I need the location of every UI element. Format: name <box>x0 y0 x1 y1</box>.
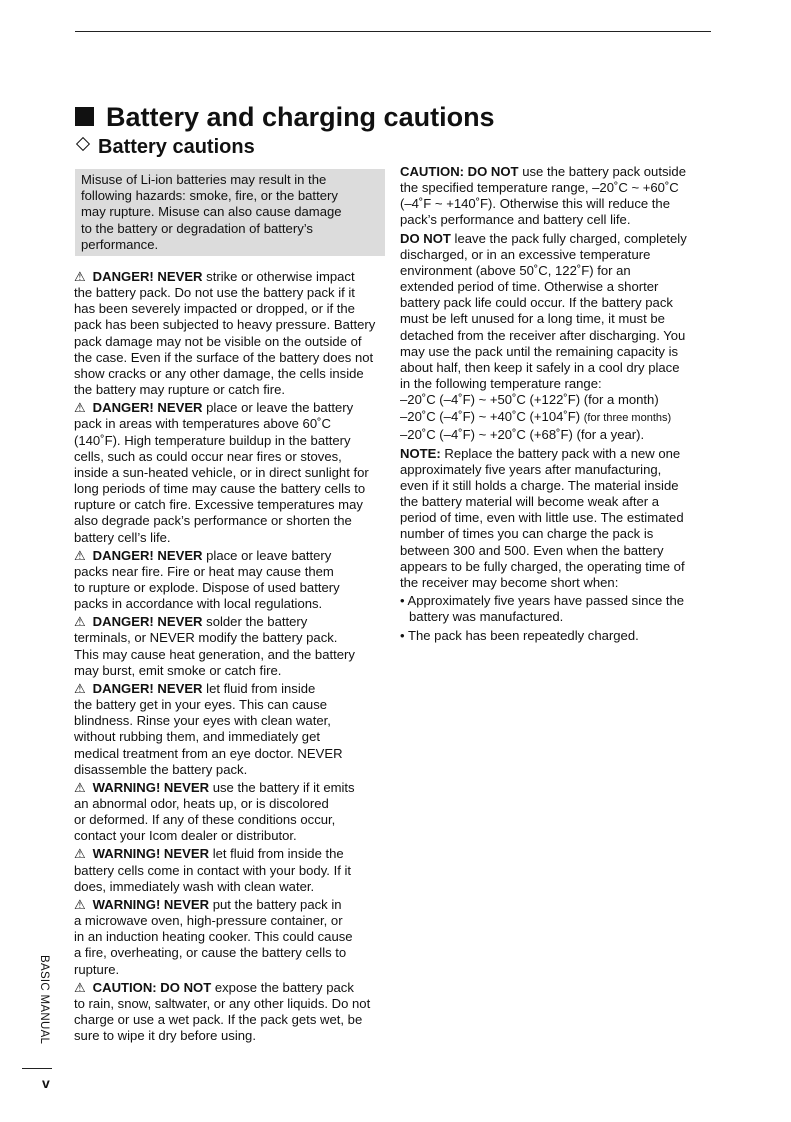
caution-lead: CAUTION: DO NOT <box>92 979 212 995</box>
header-rule <box>75 31 711 32</box>
caution-paragraph <box>74 269 386 398</box>
callout-line: performance. <box>81 236 159 252</box>
right-column <box>400 164 712 648</box>
range-text: –20˚C (–4˚F) ~ +20˚C (+68˚F) (for a year). <box>400 426 645 442</box>
paragraph-line: to rupture or explode. Dispose of used battery <box>74 579 340 595</box>
paragraph-line: may use the pack until the remaining capacity is <box>400 343 679 359</box>
paragraph-first-line <box>400 231 712 247</box>
paragraph-line: contact your Icom dealer or distributor. <box>74 828 297 844</box>
caution-lead: WARNING! NEVER <box>92 896 210 912</box>
callout-line: following hazards: smoke, fire, or the battery <box>81 188 338 204</box>
paragraph-first-line <box>74 269 386 285</box>
paragraph-line: must be left unused for a long time, it must be <box>400 311 665 327</box>
paragraph-line: pack’s performance and battery cell life. <box>400 212 631 228</box>
paragraph-line: an abnormal odor, heats up, or is discolored <box>74 796 329 811</box>
paragraph-first-line <box>74 780 386 796</box>
paragraph-first-line <box>74 614 386 630</box>
footer-rule <box>22 1068 52 1069</box>
paragraph-first-line <box>74 846 386 862</box>
caution-paragraph <box>74 980 386 1045</box>
caution-lead: WARNING! NEVER <box>92 846 210 862</box>
paragraph-first-line <box>74 980 386 996</box>
bullet-item <box>400 628 712 644</box>
paragraph-line: pack damage may not be visible on the outside of <box>74 333 362 349</box>
caution-lead: DANGER! NEVER <box>92 400 203 416</box>
paragraph-line: between 300 and 500. Even when the battery <box>400 542 664 558</box>
warning-triangle-icon: ⚠ <box>74 779 86 795</box>
caution-lead-rest: place or leave the battery <box>202 400 354 416</box>
paragraph-line: period of time, even with little use. The estimated <box>400 510 684 526</box>
paragraph-line: pack in areas with temperatures above 60˚C <box>74 416 331 432</box>
paragraph-first-line <box>74 897 386 913</box>
square-bullet-icon <box>75 107 94 126</box>
paragraph-line: in an induction heating cooker. This could cause <box>74 929 353 945</box>
caution-lead: DANGER! NEVER <box>92 269 203 284</box>
paragraph-line: number of times you can charge the pack is <box>400 526 654 542</box>
paragraph-first-line <box>74 400 386 416</box>
warning-triangle-icon: ⚠ <box>74 547 86 563</box>
temperature-range-line <box>400 409 712 426</box>
paragraph-line: does, immediately wash with clean water. <box>74 878 315 894</box>
caution-lead-rest: let fluid from inside the <box>209 846 344 862</box>
paragraph-line: show cracks or any other damage, the cells inside <box>74 365 364 381</box>
paragraph-line: (–4˚F ~ +140˚F). Otherwise this will reduce the <box>400 196 670 212</box>
caution-lead-rest: leave the pack fully charged, completely <box>450 230 687 246</box>
page-number: v <box>42 1075 50 1091</box>
warning-triangle-icon: ⚠ <box>74 680 86 696</box>
paragraph-line: inside a sun-heated vehicle, or in direct sunlight for <box>74 464 369 480</box>
paragraph-first-line <box>400 164 712 180</box>
caution-lead-rest: use the battery pack outside <box>518 164 686 179</box>
paragraph-line: packs near fire. Fire or heat may cause them <box>74 563 334 579</box>
caution-paragraph <box>74 897 386 978</box>
warning-triangle-icon: ⚠ <box>74 846 86 862</box>
caution-paragraph <box>74 548 386 613</box>
caution-paragraph <box>74 681 386 778</box>
paragraph-line: approximately five years after manufacturing, <box>400 461 662 477</box>
caution-paragraph <box>74 780 386 845</box>
caution-paragraph <box>74 846 386 894</box>
caution-lead: CAUTION: DO NOT <box>400 164 519 179</box>
paragraph-line: the battery pack. Do not use the battery pack if it <box>74 285 355 301</box>
caution-lead: WARNING! NEVER <box>92 779 210 795</box>
paragraph-line: cells, such as could occur near fires or stoves, <box>74 448 342 464</box>
caution-lead-rest: expose the battery pack <box>211 979 354 995</box>
paragraph-line: terminals, or NEVER modify the battery pack. <box>74 630 338 646</box>
caution-paragraph <box>400 446 712 591</box>
caution-lead: DANGER! NEVER <box>92 547 203 563</box>
temperature-range-line <box>400 392 712 409</box>
warning-triangle-icon: ⚠ <box>74 979 86 995</box>
caution-lead: DANGER! NEVER <box>92 680 203 696</box>
caution-lead-rest: place or leave battery <box>202 547 332 563</box>
paragraph-first-line <box>74 548 386 564</box>
paragraph-line: sure to wipe it dry before using. <box>74 1028 256 1044</box>
paragraph-line: the receiver may become short when: <box>400 574 619 590</box>
paragraph-line: rupture. <box>74 961 120 977</box>
side-label: BASIC MANUAL <box>38 955 50 1045</box>
paragraph-line: to rain, snow, saltwater, or any other liquids. Do not <box>74 995 371 1011</box>
paragraph-line: disassemble the battery pack. <box>74 761 248 777</box>
section-title-text: Battery and charging cautions <box>106 102 495 132</box>
subsection-title-text: Battery cautions <box>98 136 255 158</box>
left-column <box>74 269 386 1046</box>
caution-lead-rest: solder the battery <box>202 614 308 630</box>
paragraph-line: without rubbing them, and immediately get <box>74 729 321 745</box>
paragraph-line: charge or use a wet pack. If the pack gets wet, be <box>74 1012 363 1028</box>
paragraph-line: packs in accordance with local regulations. <box>74 596 323 612</box>
paragraph-line: detached from the receiver after discharging. You <box>400 327 686 343</box>
paragraph-line: the specified temperature range, –20˚C ~ +60˚C <box>400 180 679 196</box>
caution-paragraph <box>74 614 386 679</box>
caution-paragraph <box>400 164 712 229</box>
caution-lead-rest: Replace the battery pack with a new one <box>440 445 681 461</box>
paragraph-line: appears to be fully charged, the operating time of <box>400 558 685 574</box>
paragraph-line: pack has been subjected to heavy pressure. Battery <box>74 317 376 333</box>
bullet-line: battery was manufactured. <box>409 609 564 625</box>
paragraph-line: a fire, overheating, or cause the battery cells to <box>74 945 347 961</box>
paragraph-line: battery pack life could occur. If the battery pack <box>400 295 673 311</box>
paragraph-line: also degrade pack’s performance or shorten the <box>74 513 352 529</box>
bullet-line: • Approximately five years have passed since the <box>400 593 685 609</box>
paragraph-line: even if it still holds a charge. The material inside <box>400 477 679 493</box>
paragraph-line: the battery may rupture or catch fire. <box>74 382 286 398</box>
section-title <box>75 99 495 135</box>
paragraph-line: discharged, or in an excessive temperature <box>400 246 651 262</box>
paragraph-line: rupture or catch fire. Excessive temperatures may <box>74 497 363 513</box>
paragraph-line: or deformed. If any of these conditions occur, <box>74 812 336 828</box>
paragraph-line: the battery get in your eyes. This can cause <box>74 697 328 713</box>
warning-triangle-icon: ⚠ <box>74 400 86 416</box>
paragraph-line: about half, then keep it safely in a cool dry place <box>400 359 680 375</box>
paragraph-first-line <box>400 446 712 462</box>
paragraph-line: in the following temperature range: <box>400 376 602 392</box>
caution-lead: DANGER! NEVER <box>92 614 203 630</box>
paragraph-line: This may cause heat generation, and the battery <box>74 646 355 662</box>
paragraph-line: a microwave oven, high-pressure container, or <box>74 913 343 929</box>
caution-lead-rest: strike or otherwise impact <box>202 269 355 284</box>
temperature-range-line <box>400 427 712 444</box>
paragraph-line: environment (above 50˚C, 122˚F) for an <box>400 262 631 278</box>
paragraph-line: medical treatment from an eye doctor. NEVER <box>74 745 343 761</box>
paragraph-line: the battery material will become weak after a <box>400 494 660 510</box>
warning-triangle-icon: ⚠ <box>74 614 86 630</box>
paragraph-line: the case. Even if the surface of the battery does not <box>74 349 374 365</box>
paragraph-line: extended period of time. Otherwise a shorter <box>400 279 659 295</box>
range-text: –20˚C (–4˚F) ~ +40˚C (+104˚F) <box>400 409 584 425</box>
paragraph-line: long periods of time may cause the battery cells to <box>74 481 366 497</box>
caution-paragraph <box>74 400 386 545</box>
diamond-bullet-icon <box>76 137 90 151</box>
hazard-callout-box <box>75 169 385 256</box>
warning-triangle-icon: ⚠ <box>74 269 86 284</box>
callout-line: may rupture. Misuse can also cause damage <box>81 204 342 220</box>
caution-lead-rest: use the battery if it emits <box>209 779 355 795</box>
caution-lead: NOTE: <box>400 445 441 461</box>
paragraph-line: has been severely impacted or dropped, or if the <box>74 301 355 317</box>
paragraph-line: blindness. Rinse your eyes with clean water, <box>74 713 331 729</box>
subsection-title <box>75 133 255 161</box>
warning-triangle-icon: ⚠ <box>74 896 86 912</box>
paragraph-line: battery cells come in contact with your body. If it <box>74 862 352 878</box>
paragraph-first-line <box>74 681 386 697</box>
callout-line: to the battery or degradation of battery’s <box>81 220 313 236</box>
paragraph-line: (140˚F). High temperature buildup in the battery <box>74 432 351 448</box>
caution-lead-rest: let fluid from inside <box>202 680 316 696</box>
bullet-line: • The pack has been repeatedly charged. <box>400 628 639 644</box>
caution-lead-rest: put the battery pack in <box>209 896 342 912</box>
caution-lead: DO NOT <box>400 230 451 246</box>
bullet-item <box>400 593 712 625</box>
paragraph-line: may burst, emit smoke or catch fire. <box>74 662 282 678</box>
range-text: –20˚C (–4˚F) ~ +50˚C (+122˚F) (for a month) <box>400 392 659 408</box>
caution-paragraph <box>400 231 712 444</box>
paragraph-line: battery cell’s life. <box>74 529 171 545</box>
callout-line: Misuse of Li-ion batteries may result in the <box>81 172 327 187</box>
range-note: (for three months) <box>583 412 672 425</box>
